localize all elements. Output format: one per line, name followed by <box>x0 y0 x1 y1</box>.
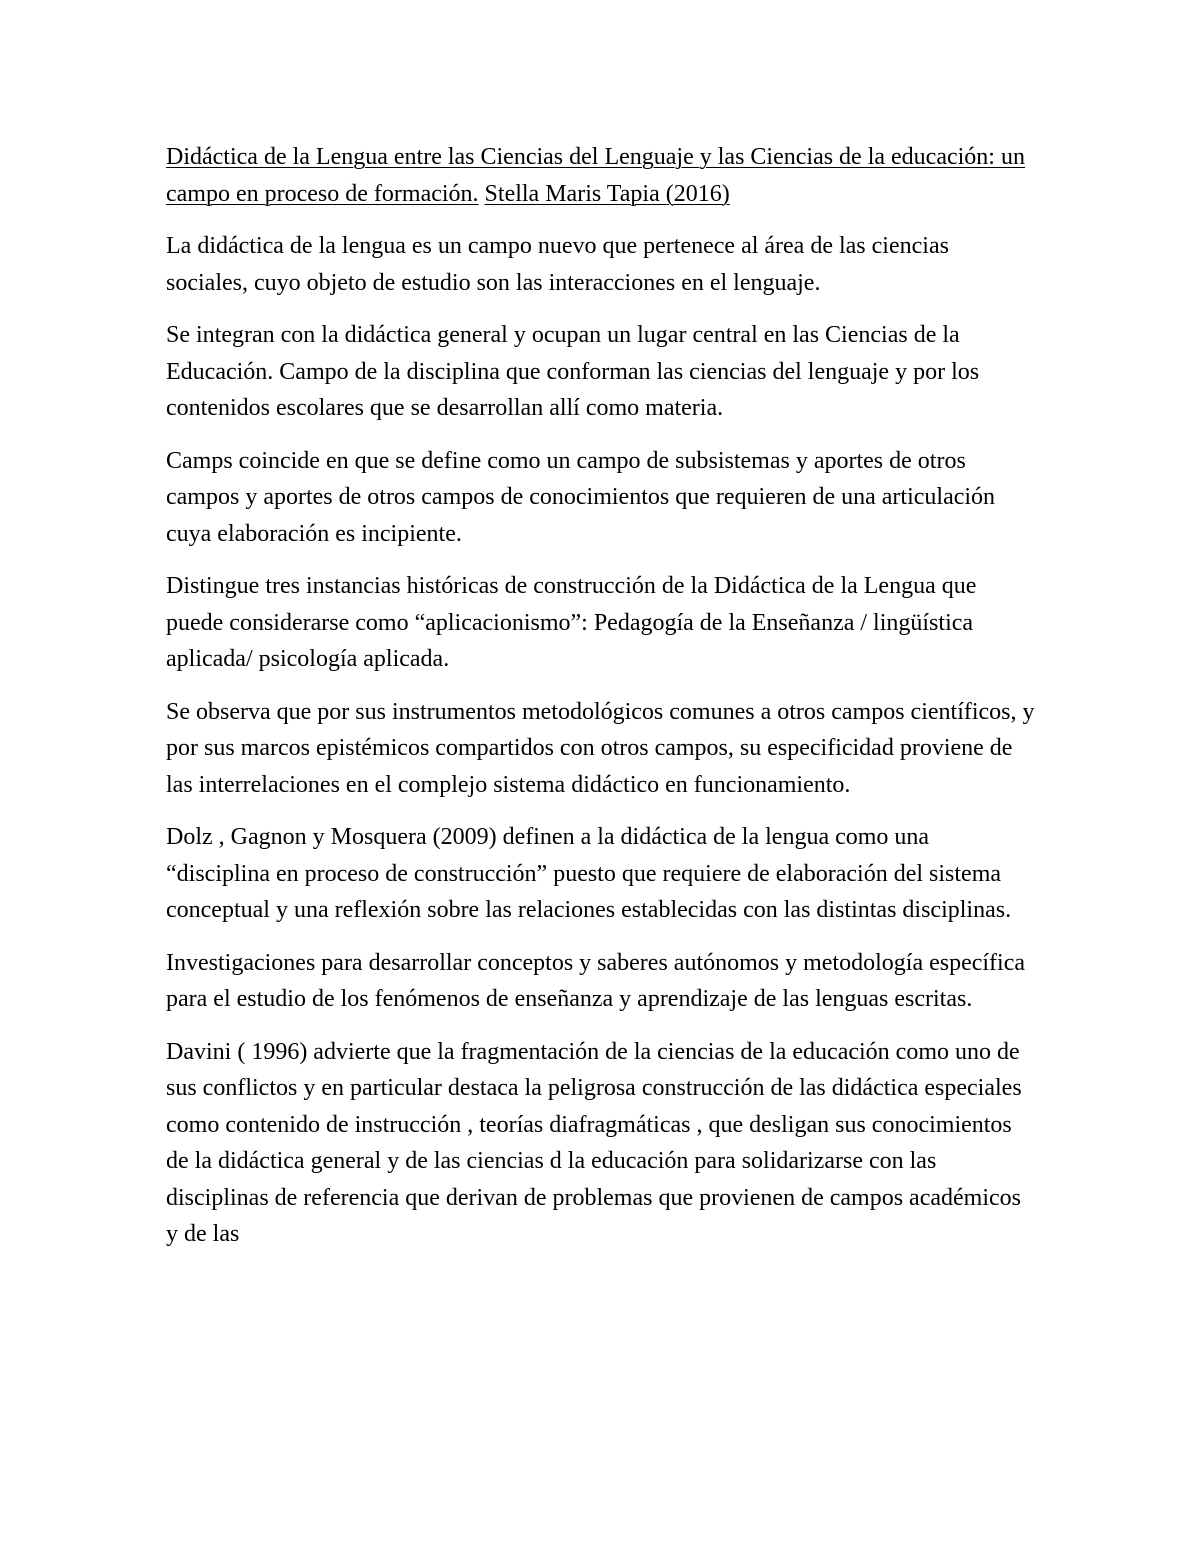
paragraph-1: La didáctica de la lengua es un campo nuevo que pertenece al área de las ciencias sociales, cuyo objeto de estudio son las interacciones en el lenguaje. <box>166 233 949 296</box>
paragraph-5: Se observa que por sus instrumentos metodológicos comunes a otros campos científicos, y por sus marcos epistémicos compartidos con otros campos, su especificidad proviene de las interrelaciones en el complejo sistema didáctico en funcionamiento. <box>166 698 1035 798</box>
title-author: Stella Maris Tapia (2016) <box>484 180 730 207</box>
paragraph-8: Davini ( 1996) advierte que la fragmentación de la ciencias de la educación como uno de sus conflictos y en particular destaca la peligrosa construcción de las didáctica especiales como contenido de instrucción , teorías diafragmáticas , que desligan sus conocimientos de la didáctica general y de las ciencias d la educación para solidarizarse con las disciplinas de referencia que derivan de problemas que provienen de campos académicos y de las <box>166 1038 1022 1247</box>
paragraph-3: Camps coincide en que se define como un campo de subsistemas y aportes de otros campos y aportes de otros campos de conocimientos que requieren de una articulación cuya elaboración es incipiente. <box>166 447 996 547</box>
document-body <box>166 139 1036 1269</box>
document-title <box>166 139 1036 212</box>
paragraph-7: Investigaciones para desarrollar conceptos y saberes autónomos y metodología específica para el estudio de los fenómenos de enseñanza y aprendizaje de las lenguas escritas. <box>166 949 1026 1012</box>
title-main: Didáctica de la Lengua entre las Ciencias del Lenguaje y las Ciencias de la educación: un campo en proceso de formación. <box>166 144 1025 207</box>
paragraph-2: Se integran con la didáctica general y ocupan un lugar central en las Ciencias de la Educación. Campo de la disciplina que conforman las ciencias del lenguaje y por los contenidos escolares que se desarrollan allí como materia. <box>166 322 980 421</box>
paragraph-4: Distingue tres instancias históricas de construcción de la Didáctica de la Lengua que puede considerarse como “aplicacionismo”: Pedagogía de la Enseñanza / lingüística aplicada/ psicología aplicada. <box>166 573 977 672</box>
paragraph-6: Dolz , Gagnon y Mosquera (2009) definen a la didáctica de la lengua como una “disciplina en proceso de construcción” puesto que requiere de elaboración del sistema conceptual y una reflexión sobre las relaciones establecidas con las distintas disciplinas. <box>166 824 1012 923</box>
